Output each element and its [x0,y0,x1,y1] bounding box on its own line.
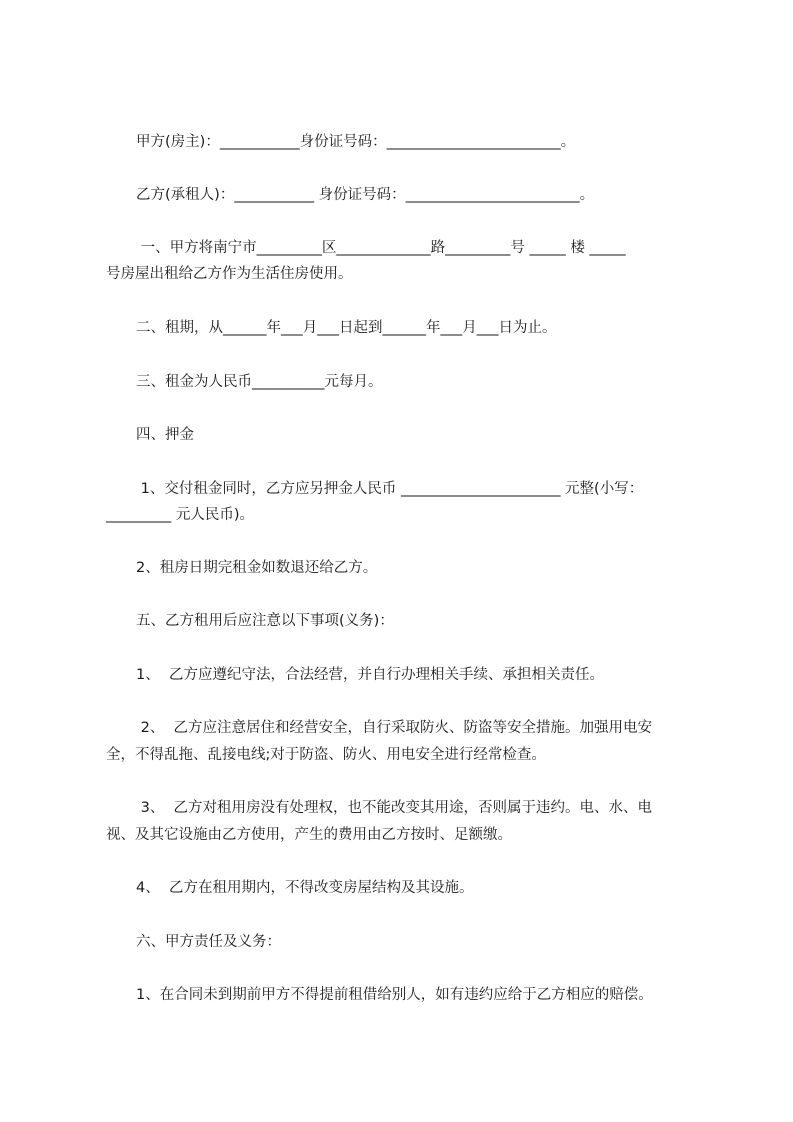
clause-2-line: 二、租期，从______年___月___日起到______年___月___日为止。 [136,320,557,336]
clause-4-1-line-1: 1、交付租金同时，乙方应另押金人民币 ______________________ 元整(小写： [136,481,644,497]
clause-4-2-line: 2、租房日期完租金如数退还给乙方。 [136,560,378,576]
clause-5-1-line: 1、 乙方应遵纪守法，合法经营，并自行办理相关手续、承担相关责任。 [136,667,604,683]
clause-5-heading: 五、乙方租用后应注意以下事项(义务)： [136,613,394,629]
clause-4-1-line-2: _________ 元人民币)。 [106,507,255,523]
clause-4-heading: 四、押金 [136,427,194,443]
clause-5-3-line-2: 视、及其它设施由乙方使用，产生的费用由乙方按时、足额缴。 [106,827,512,843]
clause-6-heading: 六、甲方责任及义务： [136,934,281,950]
clause-3-line: 三、租金为人民币__________元每月。 [136,374,383,390]
party-b-line: 乙方(承租人)：___________ 身份证号码：________________________。 [136,187,595,203]
clause-5-4-line: 4、 乙方在租用期内，不得改变房屋结构及其设施。 [136,880,474,896]
clause-6-1-line: 1、在合同未到期前甲方不得提前租借给别人，如有违约应给于乙方相应的赔偿。 [136,987,653,1003]
clause-5-2-line-2: 全，不得乱拖、乱接电线;对于防盗、防火、用电安全进行经常检查。 [106,747,546,763]
clause-5-2-line-1: 2、 乙方应注意居住和经营安全，自行采取防火、防盗等安全措施。加强用电安 [136,720,653,736]
clause-1-line-1: 一、甲方将南宁市_________区_____________路_________号 _____ 楼 _____ [136,240,626,256]
party-a-line: 甲方(房主)：___________身份证号码：________________________。 [136,134,576,150]
clause-5-3-line-1: 3、 乙方对租用房没有处理权，也不能改变其用途，否则属于违约。电、水、电 [136,800,653,816]
clause-1-line-2: 号房屋出租给乙方作为生活住房使用。 [106,266,353,282]
